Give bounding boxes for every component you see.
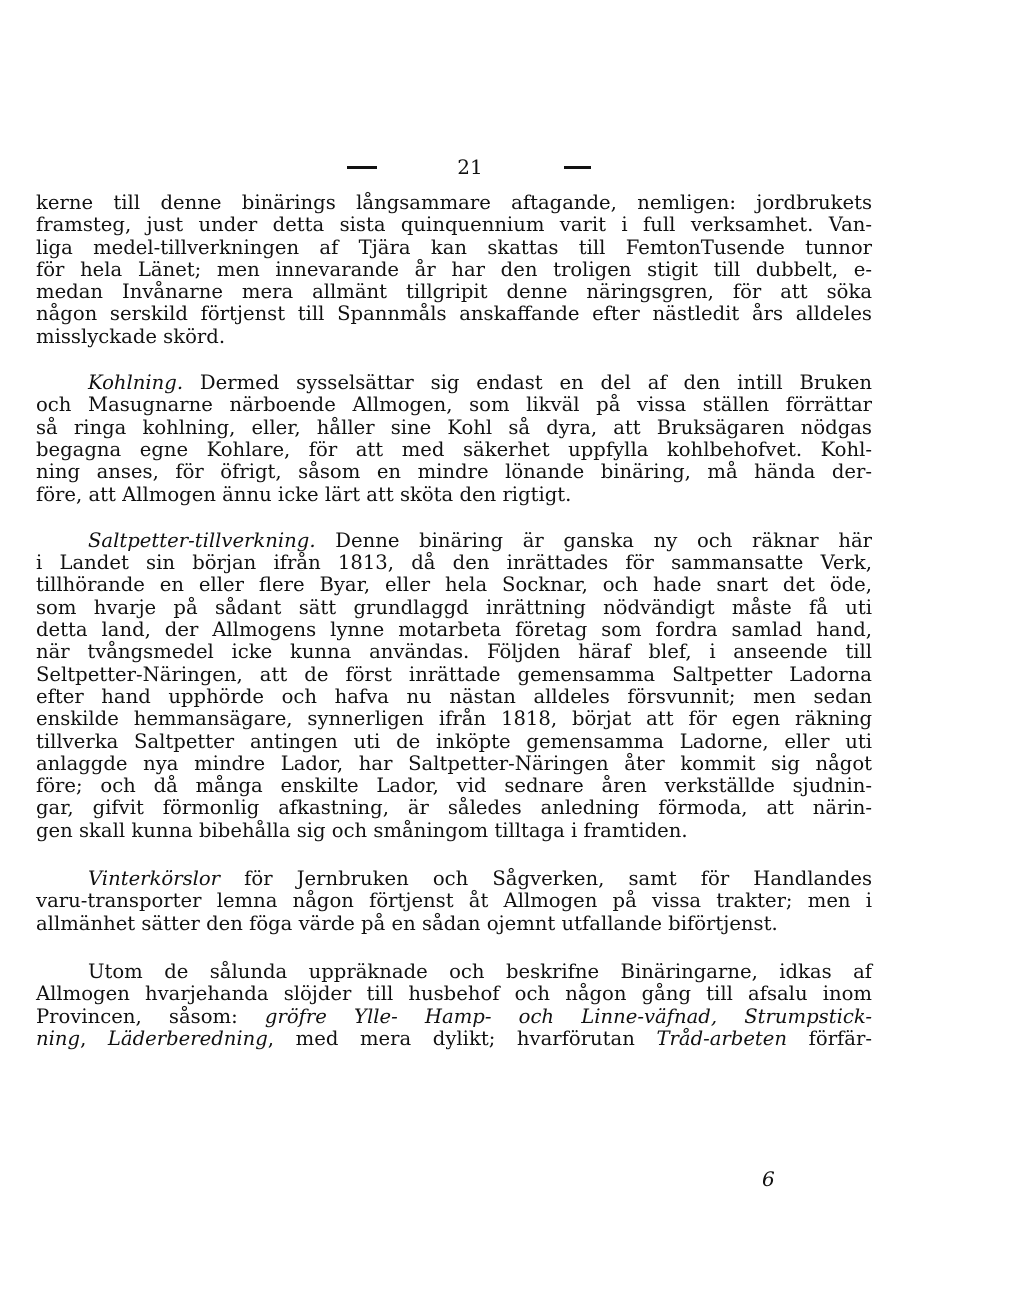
text-line: detta land, der Allmogens lynne motarbeta företag som fordra samlad hand, — [36, 618, 872, 642]
text-line: i Landet sin början ifrån 1813, då den inrättades för sammansatte Verk, — [36, 551, 872, 575]
text-line: liga medel-tillverkningen af Tjära kan skattas till FemtonTusende tunnor — [36, 235, 872, 259]
section-heading: Kohlning. — [88, 371, 184, 395]
text-line: någon serskild förtjenst till Spannmåls anskaffande efter nästledit års alldeles — [36, 302, 872, 326]
text-line: varu-transporter lemna någon förtjenst åt Allmogen på vissa trakter; men i — [36, 889, 872, 913]
text-line: allmänhet sätter den föga värde på en sådan ojemnt utfallande biförtjenst. — [36, 911, 778, 935]
paragraph-slojder — [36, 961, 872, 1050]
text-line: Utom de sålunda uppräknade och beskrifne Binäringarne, idkas af — [88, 959, 872, 983]
text-line: tillverka Saltpetter antingen uti de inköpte gemensamma Ladorne, eller uti — [36, 729, 872, 753]
text-line: när tvångsmedel icke kunna användas. Följden häraf blef, i anseende till — [36, 640, 872, 664]
text-line: framsteg, just under detta sista quinquennium varit i full verksamhet. Van- — [36, 213, 872, 237]
page-number: 21 — [457, 155, 483, 179]
text-line: före; och då många enskilte Lador, vid sednare åren verkställde sjudnin- — [36, 774, 872, 798]
section-heading: Saltpetter-tillverkning. — [88, 528, 316, 552]
text-line: Seltpetter-Näringen, att de först inrättade gemensamma Saltpetter Ladorna — [36, 662, 872, 686]
text-line: Saltpetter-tillverkning. Denne binäring är ganska ny och räknar här — [88, 528, 872, 552]
text-line: anlaggde nya mindre Lador, har Saltpetter-Näringen åter kommit sig något — [36, 751, 872, 775]
header-rule-left — [347, 166, 377, 169]
text-line: som hvarje på sådant sätt grundlaggd inrättning nödvändigt måste få uti — [36, 595, 872, 619]
text-line: medan Invånarne mera allmänt tillgripit denne näringsgren, för att söka — [36, 280, 872, 304]
text-line: tillhörande en eller flere Byar, eller hela Socknar, och hade snart det öde, — [36, 573, 872, 597]
text-line: ning anses, för öfrigt, såsom en mindre lönande binäring, må hända der- — [36, 460, 872, 484]
section-heading: Vinterkörslor — [88, 867, 221, 891]
paragraph-tar — [36, 192, 872, 348]
text-line: Provincen, såsom: gröfre Ylle- Hamp- och Linne-väfnad, Strumpstick- — [36, 1004, 872, 1028]
text-line: Kohlning. Dermed sysselsättar sig endast en del af den intill Bruken — [88, 371, 872, 395]
text-line: och Masugnarne närboende Allmogen, som likväl på vissa ställen förrättar — [36, 393, 872, 417]
header-rule-right — [564, 166, 591, 169]
text-line: enskilde hemmansägare, synnerligen ifrån 1818, börjat att för egen räkning — [36, 707, 872, 731]
page-header — [0, 154, 1024, 180]
signature-mark: 6 — [762, 1167, 775, 1191]
paragraph-vinterkorslor — [36, 868, 872, 935]
text-line: Allmogen hvarjehanda slöjder till husbehof och någon gång till afsalu inom — [36, 982, 872, 1006]
text-line: för hela Länet; men innevarande år har den troligen stigit till dubbelt, e- — [36, 257, 872, 281]
text-line: misslyckade skörd. — [36, 324, 226, 348]
text-line: gen skall kunna bibehålla sig och småningom tilltaga i framtiden. — [36, 818, 688, 842]
text-line: så ringa kohlning, eller, håller sine Kohl så dyra, att Bruksägaren nödgas — [36, 415, 872, 439]
paragraph-kohlning — [36, 372, 872, 506]
text-line: ning, Läderberedning, med mera dylikt; hvarförutan Tråd-arbeten förfär- — [36, 1026, 872, 1050]
body-text — [36, 192, 872, 1050]
text-line: före, att Allmogen ännu icke lärt att sköta den rigtigt. — [36, 482, 572, 506]
text-line: begagna egne Kohlare, för att med säkerhet uppfylla kohlbehofvet. Kohl- — [36, 437, 872, 461]
text-line: efter hand upphörde och hafva nu nästan alldeles försvunnit; men sedan — [36, 684, 872, 708]
text-line: gar, gifvit förmonlig afkastning, är således anledning förmoda, att närin- — [36, 796, 872, 820]
text-line: Vinterkörslor för Jernbruken och Sågverken, samt för Handlandes — [88, 867, 872, 891]
text-line: kerne till denne binärings långsammare aftagande, nemligen: jordbrukets — [36, 191, 872, 214]
paragraph-saltpetter — [36, 530, 872, 842]
